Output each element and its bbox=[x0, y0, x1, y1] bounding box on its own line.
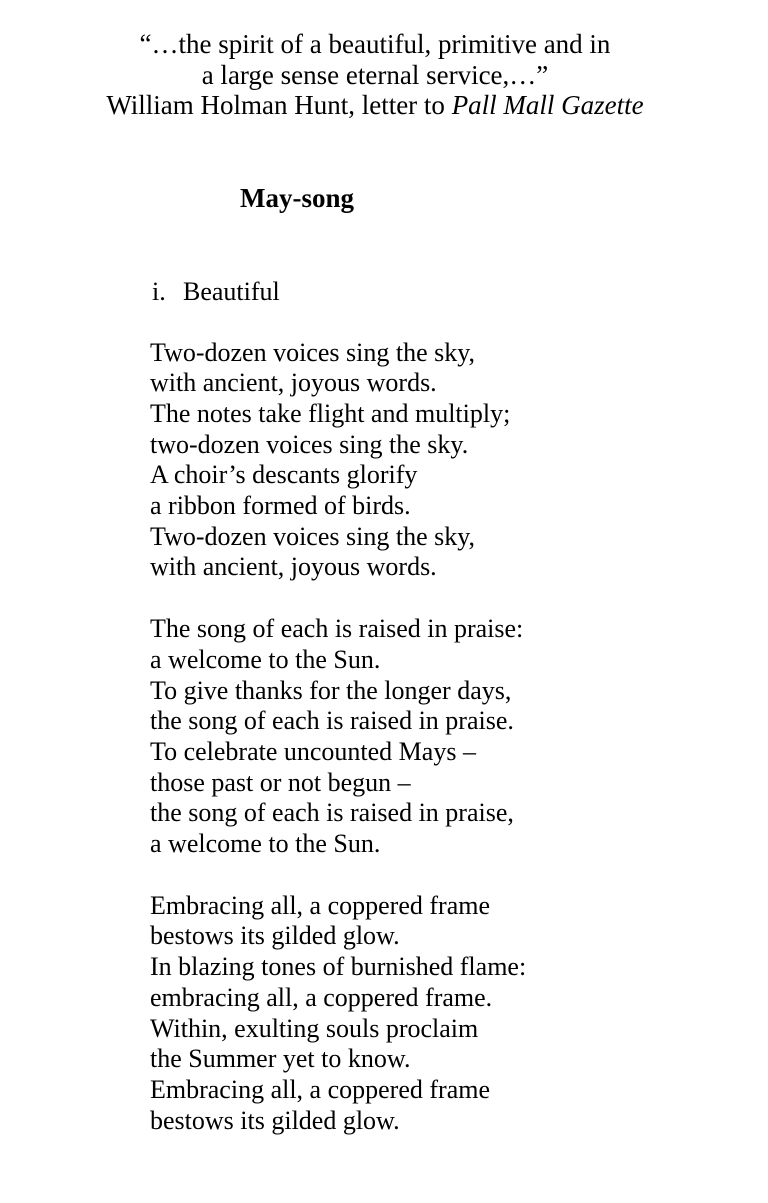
section-heading bbox=[152, 276, 768, 307]
poem-line: embracing all, a coppered frame. bbox=[150, 982, 493, 1012]
section-name: Beautiful bbox=[183, 276, 280, 306]
poem-line: Embracing all, a coppered frame bbox=[150, 1074, 490, 1104]
poem-line: with ancient, joyous words. bbox=[150, 368, 437, 398]
poem-line: The song of each is raised in praise: bbox=[150, 614, 524, 644]
attribution-text: William Holman Hunt, letter to bbox=[106, 90, 452, 120]
stanza bbox=[150, 614, 768, 860]
poem-line: Within, exulting souls proclaim bbox=[150, 1013, 479, 1043]
poem-line: with ancient, joyous words. bbox=[150, 552, 437, 582]
poem-body bbox=[150, 338, 768, 1137]
poem-line: the song of each is raised in praise, bbox=[150, 798, 514, 828]
poem-line: In blazing tones of burnished flame: bbox=[150, 952, 527, 982]
poem-line: a welcome to the Sun. bbox=[150, 829, 381, 859]
poem-line: the Summer yet to know. bbox=[150, 1044, 411, 1074]
poem-line: To celebrate uncounted Mays – bbox=[150, 736, 476, 766]
stanza bbox=[150, 338, 768, 584]
poem-line: those past or not begun – bbox=[150, 767, 411, 797]
epigraph-line: “…the spirit of a beautiful, primitive and in bbox=[139, 29, 611, 59]
epigraph-attribution bbox=[0, 90, 750, 121]
stanza bbox=[150, 891, 768, 1137]
poem-line: To give thanks for the longer days, bbox=[150, 675, 512, 705]
attribution-source: Pall Mall Gazette bbox=[451, 90, 644, 120]
section-number: i. bbox=[152, 276, 166, 306]
poem-line: The notes take flight and multiply; bbox=[150, 398, 511, 428]
poem-line: A choir’s descants glorify bbox=[150, 460, 418, 490]
poem-line: Embracing all, a coppered frame bbox=[150, 890, 490, 920]
poem-line: a welcome to the Sun. bbox=[150, 644, 381, 674]
poem-line: Two-dozen voices sing the sky, bbox=[150, 337, 476, 367]
poem-line: Two-dozen voices sing the sky, bbox=[150, 521, 476, 551]
epigraph bbox=[0, 0, 768, 121]
poem-line: the song of each is raised in praise. bbox=[150, 706, 514, 736]
poem-line: a ribbon formed of birds. bbox=[150, 491, 411, 521]
poem-line: two-dozen voices sing the sky. bbox=[150, 429, 469, 459]
epigraph-line: a large sense eternal service,…” bbox=[201, 59, 549, 90]
poem-line: bestows its gilded glow. bbox=[150, 1105, 400, 1135]
poem-line: bestows its gilded glow. bbox=[150, 921, 400, 951]
poem-title: May-song bbox=[240, 182, 354, 213]
